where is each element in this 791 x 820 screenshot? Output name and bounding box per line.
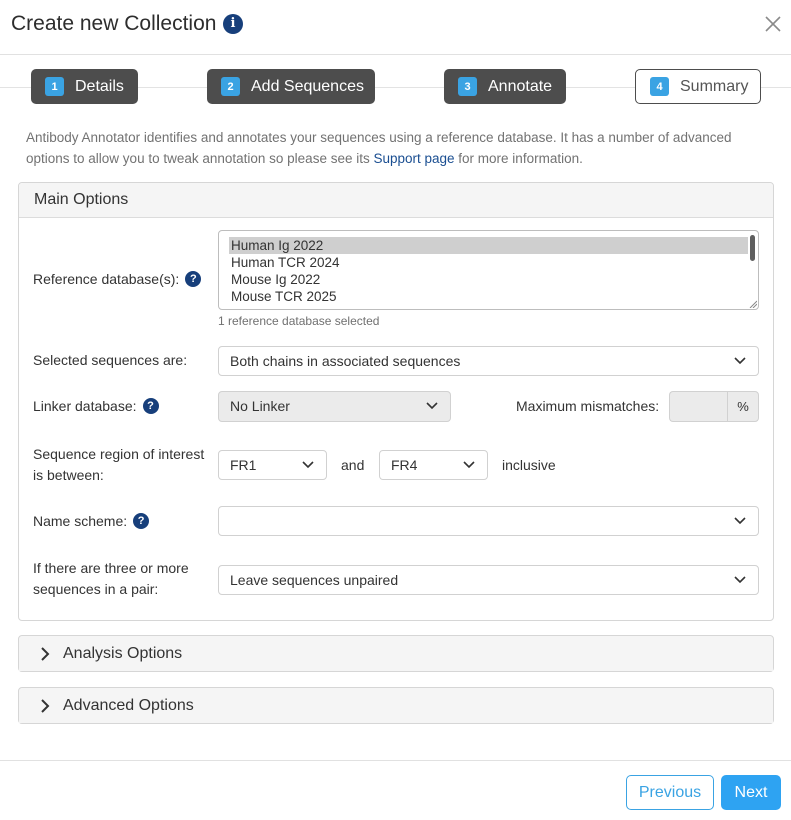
chevron-down-icon xyxy=(734,356,746,366)
main-options-title: Main Options xyxy=(19,183,773,218)
region-to-value: FR4 xyxy=(391,457,418,473)
step-label: Add Sequences xyxy=(251,77,364,95)
close-icon[interactable] xyxy=(763,14,783,34)
pairing-value: Leave sequences unpaired xyxy=(230,572,399,588)
step-number: 2 xyxy=(221,77,240,96)
linker-db-value: No Linker xyxy=(230,398,290,414)
chevron-down-icon xyxy=(734,516,746,526)
linker-db-help-icon[interactable]: ? xyxy=(143,398,159,414)
linker-db-label-text: Linker database: xyxy=(33,398,137,414)
chevron-down-icon xyxy=(426,401,438,411)
percent-addon: % xyxy=(727,391,759,422)
region-inclusive-label: inclusive xyxy=(502,457,556,473)
advanced-options-header[interactable] xyxy=(19,688,773,723)
support-page-link[interactable]: Support page xyxy=(373,151,455,166)
description-text xyxy=(26,127,766,169)
analysis-options-panel[interactable] xyxy=(18,635,774,672)
advanced-options-title: Advanced Options xyxy=(63,697,194,714)
reference-db-help-icon[interactable]: ? xyxy=(185,271,201,287)
step-annotate[interactable] xyxy=(444,69,566,104)
selected-sequences-value: Both chains in associated sequences xyxy=(230,353,461,369)
pairing-label-line2: sequences in a pair: xyxy=(33,581,159,597)
step-summary[interactable] xyxy=(635,69,761,104)
name-scheme-select[interactable] xyxy=(218,506,759,536)
step-number: 4 xyxy=(650,77,669,96)
advanced-options-panel[interactable] xyxy=(18,687,774,724)
pairing-select[interactable] xyxy=(218,565,759,595)
region-from-select[interactable] xyxy=(218,450,327,480)
chevron-right-icon xyxy=(39,699,51,713)
selected-sequences-select[interactable] xyxy=(218,346,759,376)
chevron-down-icon xyxy=(734,575,746,585)
region-label-line2: is between: xyxy=(33,467,104,483)
reference-db-label xyxy=(33,269,201,290)
selected-sequences-label: Selected sequences are: xyxy=(33,352,188,368)
resize-handle-icon[interactable] xyxy=(749,300,757,308)
listbox-option-mouse-ig[interactable]: Mouse Ig 2022 xyxy=(231,272,321,287)
name-scheme-label xyxy=(33,511,149,532)
next-button[interactable]: Next xyxy=(721,775,781,810)
step-number: 1 xyxy=(45,77,64,96)
region-and-label: and xyxy=(341,457,365,473)
reference-db-hint: 1 reference database selected xyxy=(218,314,380,328)
dialog-header xyxy=(0,0,791,55)
chevron-right-icon xyxy=(39,647,51,661)
max-mismatches-label: Maximum mismatches: xyxy=(516,398,660,414)
listbox-option-human-ig[interactable]: Human Ig 2022 xyxy=(229,237,748,254)
linker-db-label xyxy=(33,396,159,417)
info-icon[interactable]: i xyxy=(223,14,243,34)
description-before: Antibody Annotator identifies and annotates your sequences using a reference database. It has a number of advanced options to allow you to tweak annotation so please see its xyxy=(26,130,732,166)
reference-db-label-text: Reference database(s): xyxy=(33,271,180,287)
region-from-value: FR1 xyxy=(230,457,257,473)
step-label: Summary xyxy=(680,77,749,95)
chevron-down-icon xyxy=(463,460,475,470)
step-label: Annotate xyxy=(488,77,553,95)
analysis-options-header[interactable] xyxy=(19,636,773,671)
name-scheme-label-text: Name scheme: xyxy=(33,513,128,529)
listbox-scrollbar[interactable] xyxy=(750,235,755,261)
chevron-down-icon xyxy=(302,460,314,470)
pairing-label-line1: If there are three or more xyxy=(33,560,189,576)
name-scheme-help-icon[interactable]: ? xyxy=(133,513,149,529)
region-label xyxy=(33,444,204,486)
step-number: 3 xyxy=(458,77,477,96)
region-to-select[interactable] xyxy=(379,450,488,480)
analysis-options-title: Analysis Options xyxy=(63,645,183,662)
step-details[interactable] xyxy=(31,69,138,104)
previous-button[interactable]: Previous xyxy=(626,775,714,810)
dialog-title: Create new Collection xyxy=(11,12,217,35)
footer-divider xyxy=(0,760,791,761)
description-after: for more information. xyxy=(454,151,583,166)
listbox-option-human-tcr[interactable]: Human TCR 2024 xyxy=(231,255,340,270)
step-label: Details xyxy=(75,77,124,95)
pairing-label xyxy=(33,558,189,600)
linker-db-select[interactable] xyxy=(218,391,451,422)
region-label-line1: Sequence region of interest xyxy=(33,446,205,462)
reference-db-listbox[interactable] xyxy=(218,230,759,310)
max-mismatches-input[interactable] xyxy=(669,391,727,422)
listbox-option-mouse-tcr[interactable]: Mouse TCR 2025 xyxy=(231,289,337,304)
step-add-sequences[interactable] xyxy=(207,69,375,104)
